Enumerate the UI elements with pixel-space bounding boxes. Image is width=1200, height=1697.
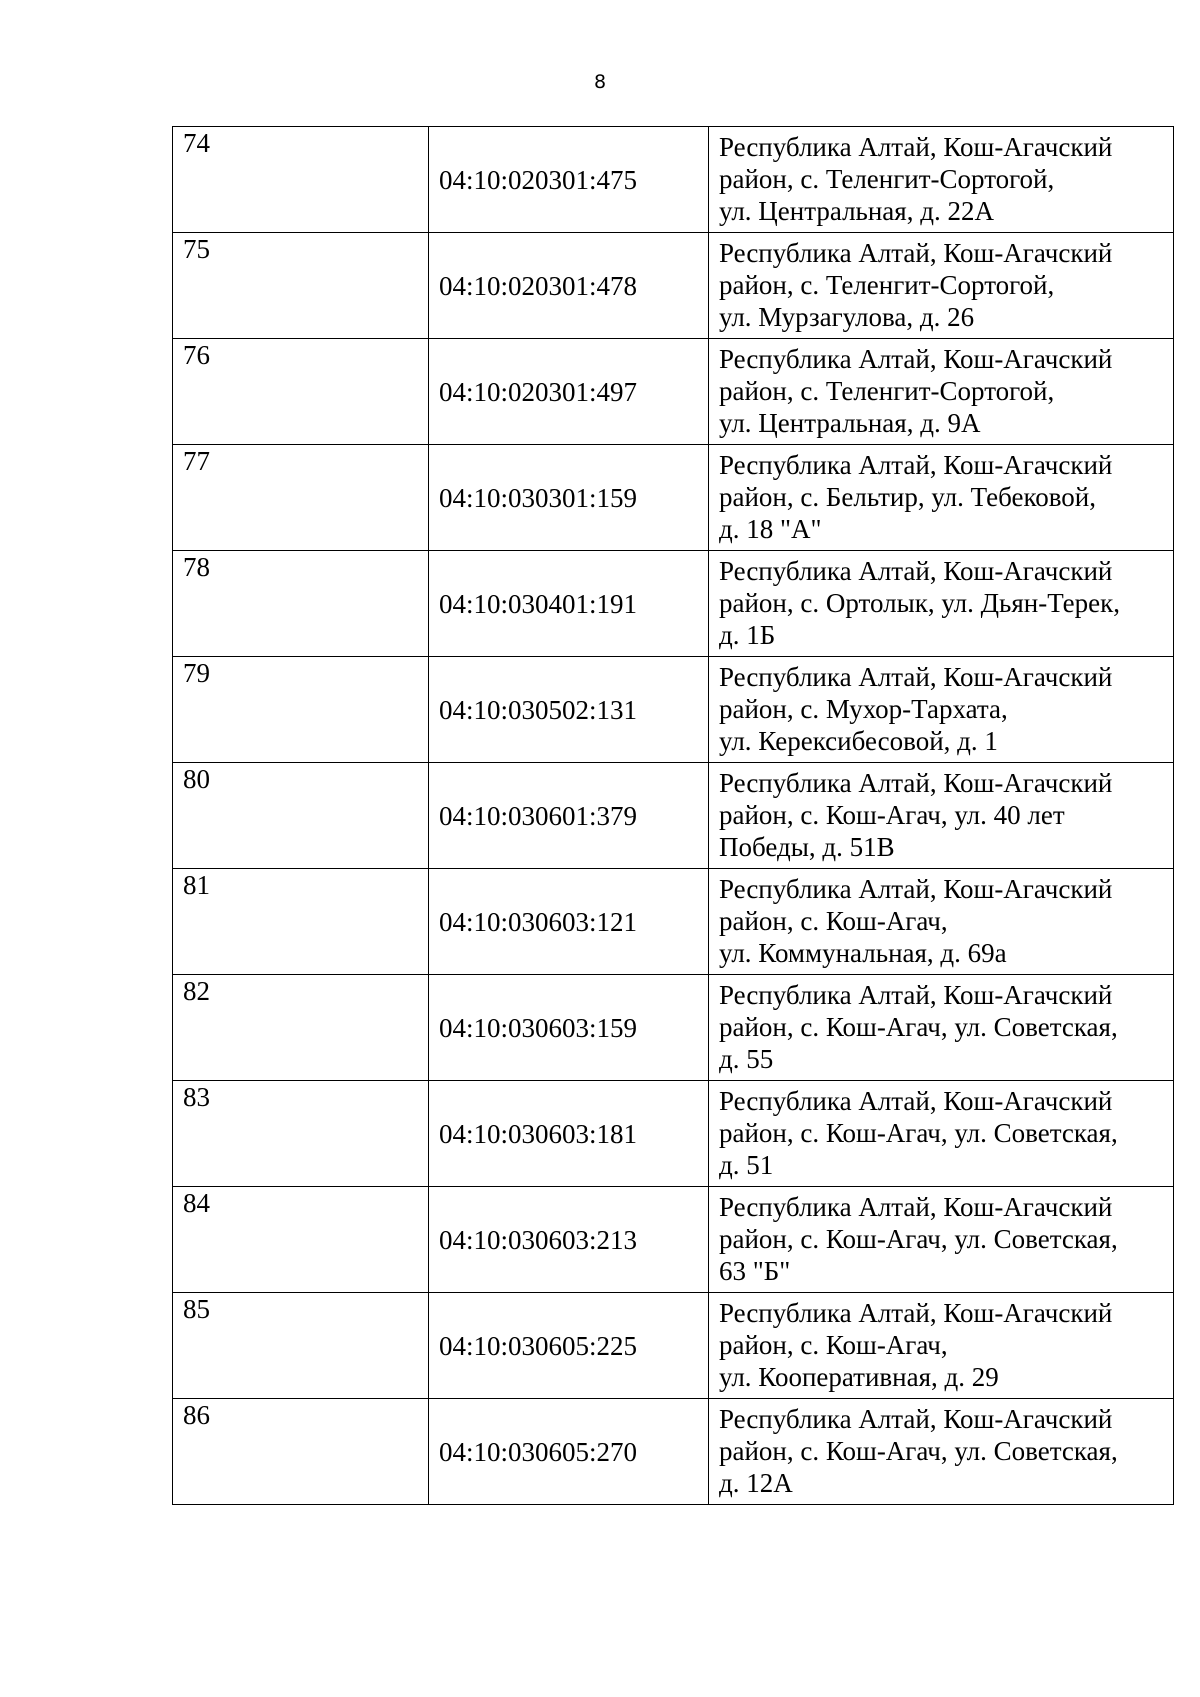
row-number-cell bbox=[173, 445, 429, 551]
address-line: район, с. Кош-Агач, ул. Советская, bbox=[719, 1224, 1118, 1254]
address-cell bbox=[709, 127, 1174, 233]
cadastral-number: 04:10:020301:475 bbox=[429, 127, 709, 233]
address-line: ул. Мурзагулова, д. 26 bbox=[719, 302, 975, 332]
address-line: Республика Алтай, Кош-Агачский bbox=[719, 238, 1113, 268]
table-row bbox=[173, 339, 1174, 445]
address-line: ул. Центральная, д. 22А bbox=[719, 196, 994, 226]
cadastral-number: 04:10:030605:270 bbox=[429, 1399, 709, 1505]
row-number-cell bbox=[173, 1187, 429, 1293]
table-body bbox=[173, 127, 1174, 1505]
address-line: район, с. Кош-Агач, bbox=[719, 1330, 948, 1360]
address-cell bbox=[709, 1081, 1174, 1187]
table-row bbox=[173, 869, 1174, 975]
address-line: ул. Коммунальная, д. 69а bbox=[719, 938, 1007, 968]
cadastral-number: 04:10:030603:121 bbox=[429, 869, 709, 975]
address-line: ул. Кооперативная, д. 29 bbox=[719, 1362, 999, 1392]
address-cell bbox=[709, 1399, 1174, 1505]
address-line: район, с. Теленгит-Сортогой, bbox=[719, 376, 1055, 406]
cadastral-number: 04:10:020301:497 bbox=[429, 339, 709, 445]
address-line: д. 12А bbox=[719, 1468, 793, 1498]
address-cell bbox=[709, 551, 1174, 657]
cadastral-number: 04:10:030603:159 bbox=[429, 975, 709, 1081]
address-line: Республика Алтай, Кош-Агачский bbox=[719, 874, 1113, 904]
row-number-cell bbox=[173, 869, 429, 975]
row-number-cell bbox=[173, 657, 429, 763]
address-cell bbox=[709, 233, 1174, 339]
row-number: 80 bbox=[183, 764, 210, 794]
address-line: район, с. Теленгит-Сортогой, bbox=[719, 270, 1055, 300]
property-table bbox=[172, 126, 1174, 1505]
table-row bbox=[173, 1187, 1174, 1293]
row-number-cell bbox=[173, 127, 429, 233]
table-row bbox=[173, 1399, 1174, 1505]
row-number: 79 bbox=[183, 658, 210, 688]
row-number-cell bbox=[173, 233, 429, 339]
row-number: 82 bbox=[183, 976, 210, 1006]
table-row bbox=[173, 1081, 1174, 1187]
row-number-cell bbox=[173, 975, 429, 1081]
row-number-cell bbox=[173, 551, 429, 657]
cadastral-number: 04:10:030601:379 bbox=[429, 763, 709, 869]
address-line: д. 55 bbox=[719, 1044, 774, 1074]
address-line: Республика Алтай, Кош-Агачский bbox=[719, 450, 1113, 480]
row-number: 86 bbox=[183, 1400, 210, 1430]
row-number: 78 bbox=[183, 552, 210, 582]
cadastral-number: 04:10:030401:191 bbox=[429, 551, 709, 657]
address-line: район, с. Бельтир, ул. Тебековой, bbox=[719, 482, 1096, 512]
address-cell bbox=[709, 763, 1174, 869]
row-number-cell bbox=[173, 763, 429, 869]
address-line: Республика Алтай, Кош-Агачский bbox=[719, 556, 1113, 586]
row-number-cell bbox=[173, 1399, 429, 1505]
address-line: район, с. Теленгит-Сортогой, bbox=[719, 164, 1055, 194]
address-line: район, с. Мухор-Тархата, bbox=[719, 694, 1008, 724]
address-cell bbox=[709, 339, 1174, 445]
row-number-cell bbox=[173, 1081, 429, 1187]
row-number: 85 bbox=[183, 1294, 210, 1324]
address-line: д. 51 bbox=[719, 1150, 774, 1180]
cadastral-number: 04:10:030603:181 bbox=[429, 1081, 709, 1187]
table-row bbox=[173, 551, 1174, 657]
cadastral-number: 04:10:030603:213 bbox=[429, 1187, 709, 1293]
table-row bbox=[173, 763, 1174, 869]
cadastral-number: 04:10:020301:478 bbox=[429, 233, 709, 339]
address-line: Республика Алтай, Кош-Агачский bbox=[719, 980, 1113, 1010]
table-row bbox=[173, 657, 1174, 763]
table-row bbox=[173, 975, 1174, 1081]
row-number-cell bbox=[173, 339, 429, 445]
address-line: район, с. Кош-Агач, ул. Советская, bbox=[719, 1436, 1118, 1466]
address-line: ул. Центральная, д. 9А bbox=[719, 408, 981, 438]
address-line: Республика Алтай, Кош-Агачский bbox=[719, 344, 1113, 374]
address-line: район, с. Кош-Агач, bbox=[719, 906, 948, 936]
address-line: Республика Алтай, Кош-Агачский bbox=[719, 1086, 1113, 1116]
address-line: Республика Алтай, Кош-Агачский bbox=[719, 1192, 1113, 1222]
address-line: Республика Алтай, Кош-Агачский bbox=[719, 132, 1113, 162]
address-line: Республика Алтай, Кош-Агачский bbox=[719, 1404, 1113, 1434]
address-line: Республика Алтай, Кош-Агачский bbox=[719, 768, 1113, 798]
address-line: 63 "Б" bbox=[719, 1256, 791, 1286]
address-line: район, с. Кош-Агач, ул. 40 лет bbox=[719, 800, 1065, 830]
page-number: 8 bbox=[593, 71, 607, 93]
row-number-cell bbox=[173, 1293, 429, 1399]
address-cell bbox=[709, 1293, 1174, 1399]
address-line: район, с. Кош-Агач, ул. Советская, bbox=[719, 1118, 1118, 1148]
table-row bbox=[173, 445, 1174, 551]
table-row bbox=[173, 1293, 1174, 1399]
address-line: д. 18 "А" bbox=[719, 514, 822, 544]
address-line: район, с. Ортолык, ул. Дьян-Терек, bbox=[719, 588, 1121, 618]
address-cell bbox=[709, 445, 1174, 551]
cadastral-number: 04:10:030502:131 bbox=[429, 657, 709, 763]
row-number: 76 bbox=[183, 340, 210, 370]
row-number: 84 bbox=[183, 1188, 210, 1218]
row-number: 75 bbox=[183, 234, 210, 264]
cadastral-number: 04:10:030301:159 bbox=[429, 445, 709, 551]
address-line: Республика Алтай, Кош-Агачский bbox=[719, 1298, 1113, 1328]
address-line: ул. Керексибесовой, д. 1 bbox=[719, 726, 998, 756]
address-line: д. 1Б bbox=[719, 620, 776, 650]
address-line: район, с. Кош-Агач, ул. Советская, bbox=[719, 1012, 1118, 1042]
address-line: Победы, д. 51В bbox=[719, 832, 895, 862]
row-number: 74 bbox=[183, 128, 210, 158]
table-row bbox=[173, 127, 1174, 233]
row-number: 83 bbox=[183, 1082, 210, 1112]
address-cell bbox=[709, 657, 1174, 763]
cadastral-number: 04:10:030605:225 bbox=[429, 1293, 709, 1399]
row-number: 81 bbox=[183, 870, 210, 900]
address-cell bbox=[709, 975, 1174, 1081]
table-row bbox=[173, 233, 1174, 339]
address-cell bbox=[709, 869, 1174, 975]
row-number: 77 bbox=[183, 446, 210, 476]
address-cell bbox=[709, 1187, 1174, 1293]
address-line: Республика Алтай, Кош-Агачский bbox=[719, 662, 1113, 692]
